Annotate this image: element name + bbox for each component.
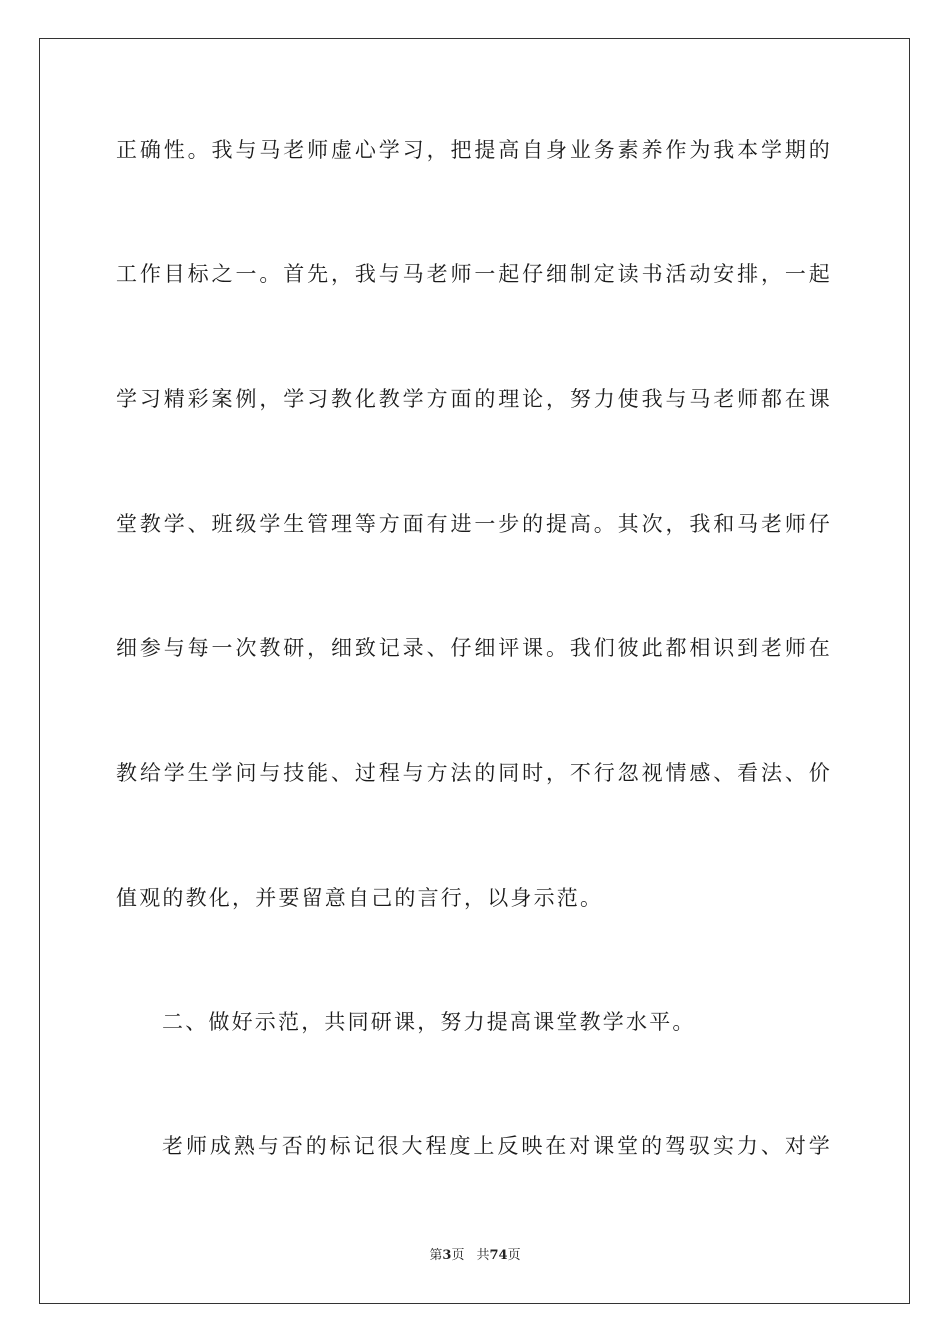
body-text-line-4: 堂教学、班级学生管理等方面有进一步的提高。其次，我和马老师仔 [116, 512, 832, 536]
body-text-line-1: 正确性。我与马老师虚心学习，把提高自身业务素养作为我本学期的 [116, 138, 832, 162]
total-pages: 74 [489, 1248, 508, 1263]
body-text-line-7: 值观的教化，并要留意自己的言行，以身示范。 [116, 886, 604, 910]
page-label-prefix: 第 [429, 1248, 443, 1263]
total-label-prefix: 共 [476, 1248, 490, 1263]
total-label-suffix: 页 [507, 1248, 521, 1263]
body-text-line-2: 工作目标之一。首先，我与马老师一起仔细制定读书活动安排，一起 [116, 262, 832, 286]
body-text-line-5: 细参与每一次教研，细致记录、仔细评课。我们彼此都相识到老师在 [116, 636, 832, 660]
page-footer [0, 1247, 950, 1265]
body-text-line-6: 教给学生学问与技能、过程与方法的同时，不行忽视情感、看法、价 [116, 761, 832, 785]
paragraph-first-line: 老师成熟与否的标记很大程度上反映在对课堂的驾驭实力、对学 [162, 1134, 832, 1158]
page-label-suffix: 页 [451, 1248, 465, 1263]
page-border [39, 38, 910, 1304]
body-text-line-3: 学习精彩案例，学习教化教学方面的理论，努力使我与马老师都在课 [116, 387, 832, 411]
page-number: 3 [442, 1248, 452, 1263]
section-heading: 二、做好示范，共同研课，努力提高课堂教学水平。 [162, 1010, 696, 1034]
